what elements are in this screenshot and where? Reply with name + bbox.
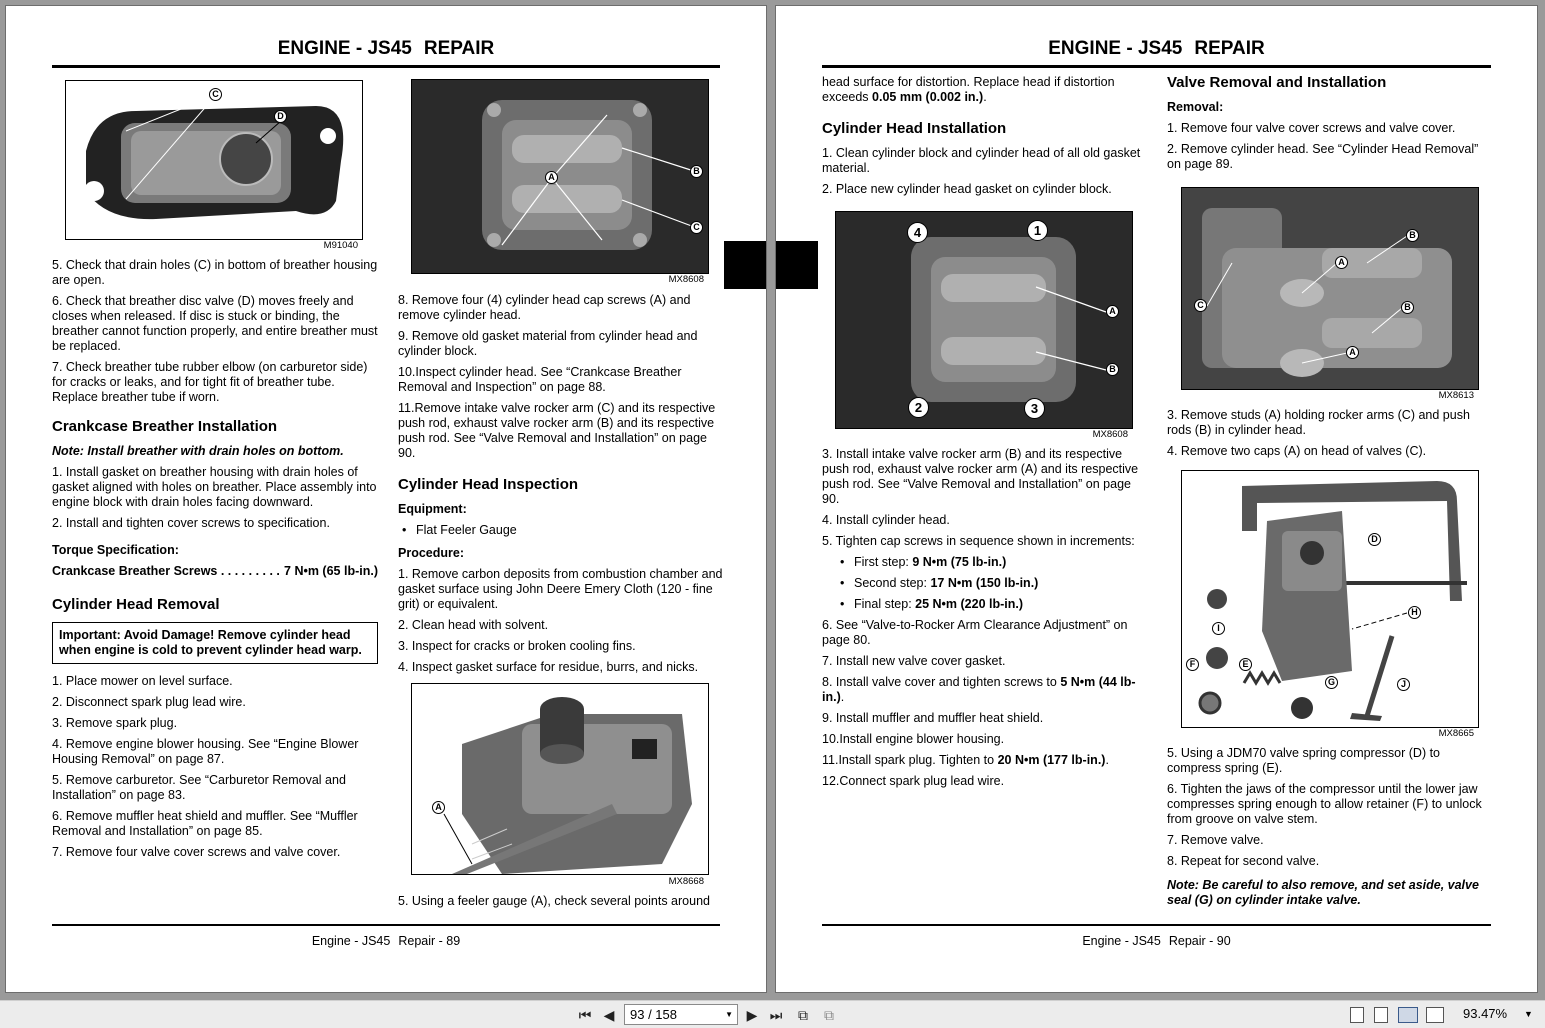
step-5: 5. Using a JDM70 valve spring compressor (D) to compress spring (E).	[1167, 746, 1441, 775]
continued-step	[398, 894, 724, 915]
torque-heading: Torque Specification:	[52, 543, 179, 557]
step-7: 7. Remove valve.	[1167, 833, 1264, 847]
cylinder-head-figure	[411, 79, 709, 274]
step-5: 5. Check that drain holes (C) in bottom of breather housing are open.	[52, 258, 378, 287]
note: Note: Install breather with drain holes on bottom.	[52, 444, 344, 458]
left-page-column-1	[52, 258, 378, 866]
step-9: 9. Remove old gasket material from cylinder head and cylinder block.	[398, 329, 698, 358]
page-footer	[822, 934, 1491, 948]
step-10: 10.Install engine blower housing.	[822, 732, 1005, 746]
text: .	[1105, 753, 1109, 767]
callout-a: A	[1335, 256, 1348, 269]
text: head surface for distortion. Replace head if distortion exceeds	[822, 75, 1115, 104]
figure-caption: MX8608	[668, 274, 704, 285]
step-2: 2. Remove cylinder head. See “Cylinder Head Removal” on page 89.	[1167, 142, 1479, 171]
page-footer	[52, 934, 720, 948]
callout-b: B	[690, 165, 703, 178]
text: 11.Install spark plug. Tighten to	[822, 753, 998, 767]
torque-spec	[52, 564, 378, 579]
valve-compressor-photo	[1182, 471, 1479, 728]
header-suffix: REPAIR	[1194, 38, 1265, 59]
step-7: 7. Install new valve cover gasket.	[822, 654, 1006, 668]
single-page-view-icon[interactable]	[1350, 1007, 1364, 1023]
step-3: 3. Install intake valve rocker arm (B) and its respective push rod, exhaust valve rocker arm (A) and its respective push rod. See “Valve Removal and Installation” on page 90.	[822, 447, 1139, 506]
page-header	[52, 38, 720, 68]
callout-b: B	[1406, 229, 1419, 242]
step-4: 4. Inspect gasket surface for residue, burrs, and nicks.	[398, 660, 699, 674]
callout-b: B	[1401, 301, 1414, 314]
step-label: Second step:	[854, 576, 931, 590]
torque-label: Crankcase Breather Screws . . . . . . . . .	[52, 564, 280, 578]
right-page-column-2-bottom	[1167, 746, 1493, 914]
step-11	[822, 753, 1148, 768]
right-page-column-1-continued	[822, 447, 1148, 795]
step-10: 10.Inspect cylinder head. See “Crankcase Breather Removal and Inspection” on page 88.	[398, 365, 682, 394]
page-89	[5, 5, 767, 993]
callout-c: C	[690, 221, 703, 234]
step-1: 1. Install gasket on breather housing with drain holes of gasket aligned with holes on breather. Place assembly into engine block with drain holes facing downward.	[52, 465, 377, 509]
step-4: 4. Install cylinder head.	[822, 513, 950, 527]
step-6: 6. Check that breather disc valve (D) moves freely and closes when released. If disc is stuck or binding, the breather cannot function properly, and entire breather must be replaced.	[52, 294, 378, 353]
callout-c: C	[209, 88, 222, 101]
rocker-arm-photo	[1182, 188, 1479, 390]
step-2: 2. Clean head with solvent.	[398, 618, 549, 632]
chevron-down-icon[interactable]: ▼	[725, 1010, 733, 1019]
section-heading: Cylinder Head Installation	[822, 120, 1007, 137]
callout-a: A	[545, 171, 558, 184]
callout-a: A	[1346, 346, 1359, 359]
step-2: 2. Disconnect spark plug lead wire.	[52, 695, 246, 709]
equipment-heading: Equipment:	[398, 502, 467, 516]
sequence-2: 2	[908, 397, 929, 418]
step-5: 5. Using a feeler gauge (A), check several points around	[398, 894, 710, 908]
step-2: 2. Place new cylinder head gasket on cylinder block.	[822, 182, 1112, 196]
torque-step	[836, 576, 1148, 591]
right-page-column-2-continued	[1167, 408, 1493, 465]
rocker-arm-figure	[1181, 187, 1479, 390]
step-3: 3. Inspect for cracks or broken cooling fins.	[398, 639, 636, 653]
section-heading: Cylinder Head Inspection	[398, 476, 579, 493]
section-heading: Crankcase Breather Installation	[52, 418, 278, 435]
sequence-1: 1	[1027, 220, 1048, 241]
torque-step	[836, 597, 1148, 612]
callout-i: I	[1212, 622, 1225, 635]
zoom-level[interactable]: 93.47%	[1463, 1006, 1508, 1021]
head-sequence-photo	[836, 212, 1133, 429]
footer-prefix: Engine - JS45	[311, 934, 391, 948]
header-prefix: ENGINE - JS45	[277, 38, 412, 59]
callout-f: F	[1186, 658, 1199, 671]
step-1: 1. Place mower on level surface.	[52, 674, 233, 688]
figure-caption: MX8613	[1438, 390, 1474, 401]
valve-compressor-figure	[1181, 470, 1479, 728]
footer-prefix: Engine - JS45	[1082, 934, 1161, 948]
note: Note: Be careful to also remove, and set aside, valve seal (G) on cylinder intake valve.	[1167, 878, 1479, 907]
torque-value: 5 N•m (44 lb-in.)	[822, 675, 1136, 704]
torque-value: 7 N•m (65 lb-in.)	[284, 564, 378, 578]
important-note: Important: Avoid Damage! Remove cylinder head when engine is cold to prevent cylinder head warp.	[52, 622, 378, 664]
right-page-column-1	[822, 75, 1148, 203]
text: 8. Install valve cover and tighten screws to	[822, 675, 1061, 689]
figure-caption: MX8668	[668, 876, 704, 887]
step-value: 25 N•m (220 lb-in.)	[915, 597, 1024, 611]
step-value: 17 N•m (150 lb-in.)	[930, 576, 1039, 590]
step-6: 6. Remove muffler heat shield and muffler. See “Muffler Removal and Installation” on page 85.	[52, 809, 358, 838]
equipment-item: • Flat Feeler Gauge	[398, 523, 724, 538]
next-page-icon[interactable]: ▶	[746, 1007, 758, 1023]
figure-caption: MX8665	[1438, 728, 1474, 739]
step-5: 5. Remove carburetor. See “Carburetor Removal and Installation” on page 83.	[52, 773, 346, 802]
footer-rule	[822, 924, 1491, 926]
step-8	[822, 675, 1148, 705]
callout-d: D	[1368, 533, 1381, 546]
step-4: 4. Remove two caps (A) on head of valves (C).	[1167, 444, 1427, 458]
go-forward-icon[interactable]: ⧉	[824, 1007, 834, 1023]
step-value: 9 N•m (75 lb-in.)	[912, 555, 1007, 569]
viewer-toolbar	[0, 1000, 1545, 1028]
step-label: First step:	[854, 555, 913, 569]
chevron-down-icon[interactable]: ▼	[1524, 1009, 1533, 1019]
step-7: 7. Check breather tube rubber elbow (on carburetor side) for cracks or leaks, and for tight fit of breather tube. Replace breather tube if worn.	[52, 360, 368, 404]
step-5: 5. Tighten cap screws in sequence shown in increments:	[822, 534, 1135, 548]
section-heading: Cylinder Head Removal	[52, 596, 220, 613]
sequence-4: 4	[907, 222, 928, 243]
breather-photo	[66, 81, 363, 240]
step-3: 3. Remove spark plug.	[52, 716, 178, 730]
continued-step	[822, 75, 1148, 105]
callout-e: E	[1239, 658, 1252, 671]
feeler-gauge-photo	[412, 684, 709, 875]
equipment-list	[398, 523, 724, 538]
facing-pages-view-icon[interactable]	[1398, 1007, 1418, 1023]
prev-page-icon[interactable]: ◀	[603, 1007, 615, 1023]
continuous-view-icon[interactable]	[1374, 1007, 1388, 1023]
right-page-column-2	[1167, 61, 1493, 178]
callout-g: G	[1325, 676, 1338, 689]
procedure-heading: Procedure:	[398, 546, 464, 560]
step-3: 3. Remove studs (A) holding rocker arms (C) and push rods (B) in cylinder head.	[1167, 408, 1470, 437]
left-page-column-2	[398, 293, 724, 681]
torque-sequence-list	[822, 555, 1148, 612]
first-page-icon[interactable]: ⏮	[578, 1007, 592, 1023]
page-indicator: 93 / 158	[630, 1007, 677, 1022]
step-2: 2. Install and tighten cover screws to specification.	[52, 516, 330, 530]
continuous-facing-view-icon[interactable]	[1426, 1007, 1444, 1023]
step-12: 12.Connect spark plug lead wire.	[822, 774, 1005, 788]
step-4: 4. Remove engine blower housing. See “Engine Blower Housing Removal” on page 87.	[52, 737, 359, 766]
header-prefix: ENGINE - JS45	[1048, 38, 1183, 59]
torque-value: 20 N•m (177 lb-in.)	[997, 753, 1106, 767]
callout-j: J	[1397, 678, 1410, 691]
step-7: 7. Remove four valve cover screws and valve cover.	[52, 845, 341, 859]
go-back-icon[interactable]: ⧉	[798, 1007, 808, 1023]
removal-heading: Removal:	[1167, 100, 1224, 114]
torque-step	[836, 555, 1148, 570]
step-6: 6. Tighten the jaws of the compressor until the lower jaw compresses spring enough to allow retainer (F) to unlock from groove on valve stem.	[1167, 782, 1482, 826]
footer-suffix: Repair - 89	[398, 934, 461, 948]
distortion-limit: 0.05 mm (0.002 in.)	[872, 90, 984, 104]
footer-rule	[52, 924, 720, 926]
text: .	[983, 90, 987, 104]
step-1: 1. Clean cylinder block and cylinder head of all old gasket material.	[822, 146, 1141, 175]
redaction-block	[724, 241, 766, 289]
step-6: 6. See “Valve-to-Rocker Arm Clearance Adjustment” on page 80.	[822, 618, 1128, 647]
step-8: 8. Remove four (4) cylinder head cap screws (A) and remove cylinder head.	[398, 293, 691, 322]
step-8: 8. Repeat for second valve.	[1167, 854, 1320, 868]
page-number-field[interactable]	[624, 1004, 738, 1025]
head-sequence-figure	[835, 211, 1133, 429]
step-11: 11.Remove intake valve rocker arm (C) and its respective push rod, exhaust valve rocker arm (B) and its respective push rod. See “Valve Removal and Installation” on page 90.	[398, 401, 716, 460]
sequence-3: 3	[1024, 398, 1045, 419]
figure-caption: MX8608	[1092, 429, 1128, 440]
callout-a: A	[432, 801, 445, 814]
last-page-icon[interactable]: ⏭	[769, 1007, 783, 1023]
step-1: 1. Remove carbon deposits from combustion chamber and gasket surface using John Deere Emery Cloth (120 - fine grit) or equivalent.	[398, 567, 723, 611]
section-heading: Valve Removal and Installation	[1167, 74, 1387, 91]
step-9: 9. Install muffler and muffler heat shield.	[822, 711, 1044, 725]
step-label: Final step:	[854, 597, 916, 611]
page-90	[775, 5, 1538, 993]
step-1: 1. Remove four valve cover screws and valve cover.	[1167, 121, 1456, 135]
header-suffix: REPAIR	[423, 38, 495, 59]
footer-suffix: Repair - 90	[1168, 934, 1231, 948]
cylinder-head-photo	[412, 80, 709, 274]
callout-a: A	[1106, 305, 1119, 318]
figure-caption: M91040	[323, 240, 358, 251]
callout-c: C	[1194, 299, 1207, 312]
text: .	[840, 690, 845, 704]
feeler-gauge-figure	[411, 683, 709, 875]
callout-h: H	[1408, 606, 1421, 619]
callout-b: B	[1106, 363, 1119, 376]
callout-d: D	[274, 110, 287, 123]
breather-figure	[65, 80, 363, 240]
redaction-block	[776, 241, 818, 289]
